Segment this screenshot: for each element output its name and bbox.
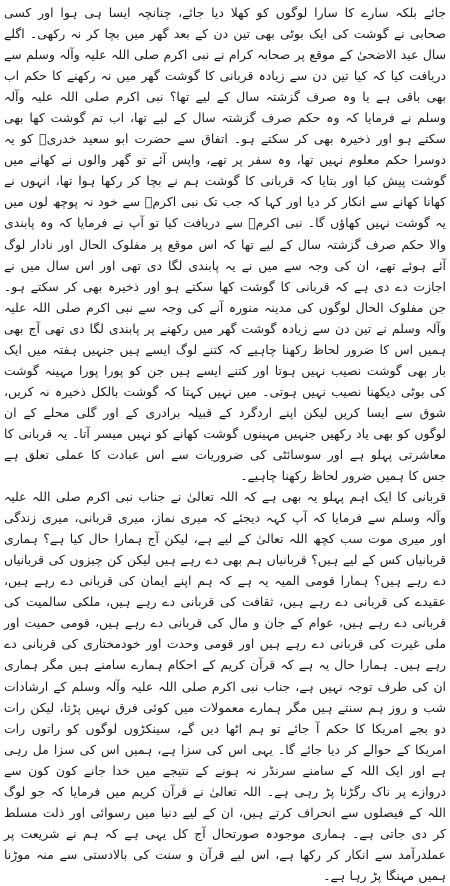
paragraph-meat-distribution: جائے بلکہ سارے کا سارا لوگوں کو کھلا دیا جائے، چنانچہ ایسا ہی ہوا اور کسی صحابی نے گوشت کی ایک بوٹی بھی تین دن کے بعد گھر میں بچا کر نہ رکھی۔ اگلے سال عید الاضحیٰ کے موقع پر صحابہ کرام نے نبی اکرم صلی اللہ علیہ وآلہ وسلم سے دریافت کیا کہ کیا تین دن سے زیادہ قربانی کا گوشت گھر میں نہ رکھنے کا حکم اب بھی باقی ہے یا وہ صرف گزشتہ سال کے لیے تھا؟ نبی اکرم صلی اللہ علیہ وآلہ وسلم نے فرمایا کہ وہ حکم صرف گزشتہ سال کے لیے تھا، اب تم گوشت کھا بھی سکتے ہو اور ذخیرہ بھی کر سکتے ہو۔ اتفاق سے حضرت ابو سعید خدریؓ کو یہ دوسرا حکم معلوم نہیں تھا، وہ سفر پر تھے، واپس آئے تو گھر والوں نے کھانے میں گوشت پیش کیا اور بتایا کہ قربانی کا گوشت ہم نے بچا کر رکھا ہوا تھا، انہوں نے کھانا کھانے سے انکار کر دیا اور کہا کہ جب تک نبی اکرمؐ سے خود نہ پوچھ لوں میں یہ گوشت نہیں کھاؤں گا۔ نبی اکرمؐ سے دریافت کیا تو آپ نے فرمایا کہ وہ پابندی والا حکم صرف گزشتہ سال کے لیے تھا کہ اس موقع پر مفلوک الحال اور نادار لوگ آئے ہوئے تھے، ان کی وجہ سے میں نے یہ پابندی لگا دی تھی اور اس سال میں نے اجازت دے دی ہے کہ قربانی کا گوشت کھا سکتے ہو اور ذخیرہ بھی کر سکتے ہو۔ جن مفلوک الحال لوگوں کی مدینہ منورہ آنے کی وجہ سے نبی اکرم صلی اللہ علیہ وآلہ وسلم نے تین دن سے زیادہ گوشت گھر میں رکھنے پر پابندی لگا دی تھی آج بھی ہمیں اس کا ضرور لحاظ رکھنا چاہیے کہ کتنے لوگ ایسے ہیں جنہیں ہفتہ میں ایک بار بھی گوشت نصیب نہیں ہوتا اور کتنے ایسے ہیں جن کو پورا پورا مہینہ گوشت کی بوٹی دیکھنا نصیب نہیں ہوتی۔ میں نہیں کہتا کہ گوشت بالکل ذخیرہ نہ کریں، شوق سے ایسا کریں لیکن اپنے اردگرد کے قبیلہ برادری کے اور گلی محلے کے ان لوگوں کو بھی یاد رکھیں جنہیں مہینوں گوشت کھانے کو نہیں میسر آتا۔ یہ قربانی کا معاشرتی پہلو ہے اور سوسائٹی کی ضروریات سے اس عبادت کا عملی تعلق ہے جس کا ہمیں ضرور لحاظ رکھنا چاہیے۔ <box>4 5 446 484</box>
paragraph-sacrifice-meaning: قربانی کا ایک اہم پہلو یہ بھی ہے کہ اللہ تعالیٰ نے جناب نبی اکرم صلی اللہ علیہ وآلہ وسلم سے فرمایا کہ آپ کہہ دیجئے کہ میری نماز، میری قربانی، میری زندگی اور میری موت سب کچھ اللہ تعالیٰ کے لیے ہے، لیکن آج ہمارا حال کیا ہے؟ ہماری قربانیاں کس کے لیے ہیں؟ قربانیاں ہم بھی دے رہے ہیں لیکن کن چیزوں کی قربانیاں دے رہے ہیں؟ ہمارا قومی المیہ یہ ہے کہ ہم اپنے ایمان کی قربانی دے رہے ہیں، عقیدے کی قربانی دے رہے ہیں، ثقافت کی قربانی دے رہے ہیں، ملکی سالمیت کی قربانی دے رہے ہیں، عوام کے جان و مال کی قربانی دے رہے ہیں، قومی حمیت اور ملی غیرت کی قربانی دے رہے ہیں اور قومی وحدت اور خودمختاری کی قربانی دے رہے ہیں۔ ہمارا حال یہ ہے کہ قرآن کریم کے احکام ہمارے سامنے ہیں مگر ہماری ان کی طرف توجہ نہیں ہے، جناب نبی اکرم صلی اللہ علیہ وآلہ وسلم کے ارشادات شب و روز ہم سنتے ہیں مگر ہمارے معمولات میں کوئی فرق نہیں پڑتا، لیکن رات دو بجے امریکا کا حکم آ جائے تو ہم اٹھا دیں گے، سینکڑوں لوگوں کو راتوں رات امریکا کے حوالے کر دیا جائے گا۔ یہی اس کی سزا ہے، ہمیں اس کی سزا مل رہی ہے اور ایک اللہ کے سامنے سرنڈر نہ ہونے کے نتیجے میں خدا جانے کون کون سے دروازے پر ناک رگڑنا پڑ رہی ہے۔ اللہ تعالیٰ نے قرآن کریم میں فرمایا کہ جو لوگ اللہ کے فیصلوں سے انحراف کرتے ہیں، ان کے لیے دنیا میں رسوائی اور ذلت مسلط کر دی جاتی ہے۔ ہماری موجودہ صورتحال آج کل یہی ہے کہ ہم نے شریعت پر عملدرآمد سے انکار کر رکھا ہے، اس لیے قرآن و سنت کی بالادستی سے منہ موڑنا ہمیں مہنگا پڑ رہا ہے۔ <box>4 489 446 883</box>
